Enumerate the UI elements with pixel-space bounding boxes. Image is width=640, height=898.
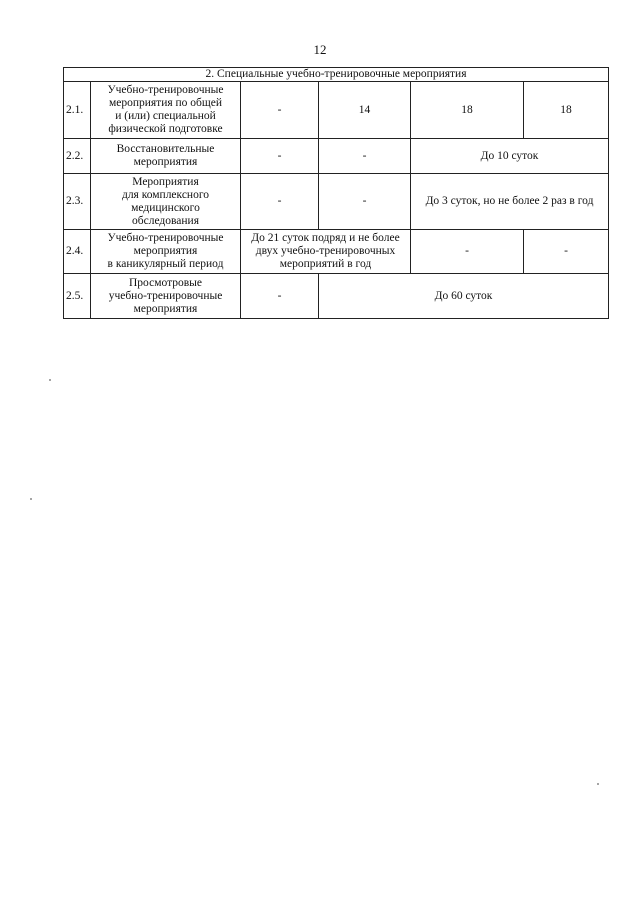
value-cell: 14 (319, 82, 411, 139)
event-name-line: учебно-тренировочные (108, 289, 223, 302)
row-number: 2.1. (64, 82, 91, 139)
value-cell: - (241, 82, 319, 139)
event-name-line: мероприятия (133, 302, 198, 315)
page-number: 12 (313, 42, 327, 57)
value-line: двух учебно-тренировочных (255, 245, 396, 257)
value-cell: - (241, 274, 319, 319)
section-title: 2. Специальные учебно-тренировочные мероприятия (64, 68, 609, 82)
event-name-line: Просмотровые (129, 276, 202, 289)
event-name (91, 274, 241, 319)
table-row (64, 174, 609, 230)
event-name-line: для комплексного (121, 188, 210, 201)
event-name (91, 139, 241, 174)
row-number: 2.3. (64, 174, 91, 230)
value-cell: - (319, 174, 411, 230)
value-line: мероприятий в год (279, 258, 372, 270)
event-name-line: мероприятия (133, 245, 198, 257)
value-cell: 18 (411, 82, 524, 139)
event-name-line: Учебно-тренировочные (107, 232, 224, 244)
value-cell: - (241, 174, 319, 230)
table-row (64, 139, 609, 174)
event-name-line: физической подготовке (108, 123, 223, 135)
row-number: 2.4. (64, 230, 91, 274)
event-name (91, 230, 241, 274)
event-name-line: мероприятия по общей (108, 97, 223, 109)
table-row (64, 230, 609, 274)
event-name-line: медицинского (131, 201, 200, 214)
value-cell: - (319, 139, 411, 174)
value-cell-merged: До 3 суток, но не более 2 раз в год (411, 174, 609, 230)
value-cell: - (524, 230, 609, 274)
event-name-line: Мероприятия (132, 175, 199, 188)
value-line: До 21 суток подряд и не более (251, 232, 400, 244)
event-name-line: Восстановительные (116, 143, 215, 155)
table-row (64, 274, 609, 319)
value-cell: - (241, 139, 319, 174)
scan-speck (30, 498, 32, 500)
event-name-line: Учебно-тренировочные (107, 84, 224, 96)
event-name (91, 174, 241, 230)
scan-speck (49, 379, 51, 381)
scan-speck (597, 783, 599, 785)
value-cell-merged: До 60 суток (319, 274, 609, 319)
row-number: 2.5. (64, 274, 91, 319)
event-name-line: и (или) специальной (115, 110, 216, 122)
event-name-line: в каникулярный период (107, 258, 224, 270)
table-row (64, 82, 609, 139)
value-cell-merged (241, 230, 411, 274)
training-events-table (63, 67, 609, 319)
value-cell-merged: До 10 суток (411, 139, 609, 174)
value-cell: - (411, 230, 524, 274)
value-cell: 18 (524, 82, 609, 139)
row-number: 2.2. (64, 139, 91, 174)
event-name-line: обследования (132, 214, 199, 227)
event-name (91, 82, 241, 139)
event-name-line: мероприятия (133, 156, 198, 168)
